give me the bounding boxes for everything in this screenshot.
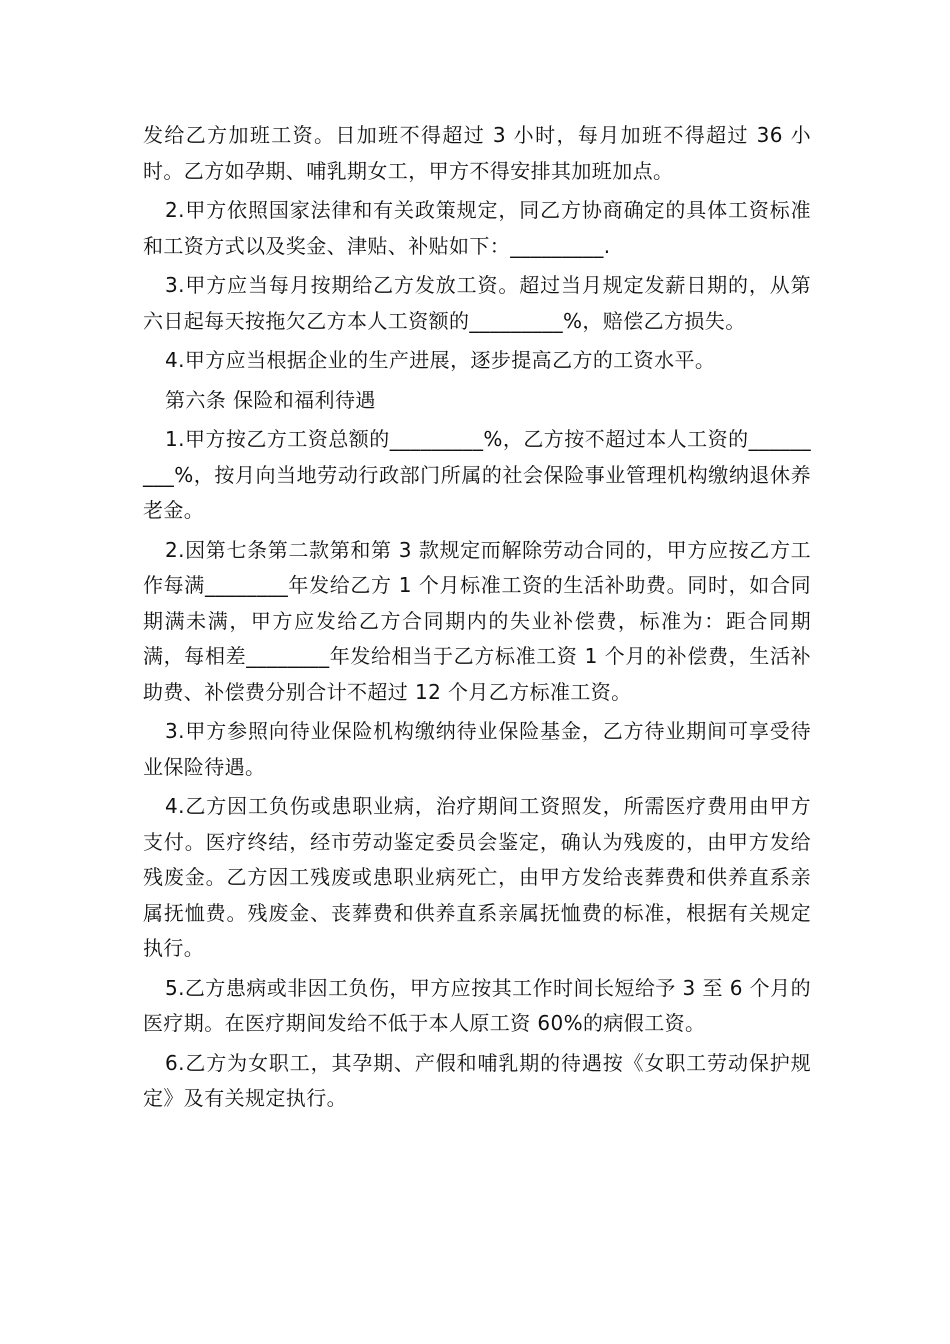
paragraph-unemployment-insurance: 3.甲方参照向待业保险机构缴纳待业保险基金，乙方待业期间可享受待业保险待遇。 (143, 719, 811, 779)
paragraph-overtime-pay: 发给乙方加班工资。日加班不得超过 3 小时，每月加班不得超过 36 小时。乙方如孕期、哺乳期女工，甲方不得安排其加班加点。 (143, 123, 811, 183)
document-body (143, 118, 811, 1121)
paragraph-pension: 1.甲方按乙方工资总额的_________%，乙方按不超过本人工资的_________%，按月向当地劳动行政部门所属的社会保险事业管理机构缴纳退休养老金。 (143, 427, 811, 522)
paragraph-wage-standard: 2.甲方依照国家法律和有关政策规定，同乙方协商确定的具体工资标准和工资方式以及奖金、津贴、补贴如下：_________. (143, 198, 811, 258)
paragraph-sick-leave: 5.乙方患病或非因工负伤，甲方应按其工作时间长短给予 3 至 6 个月的医疗期。在医疗期间发给不低于本人原工资 60%的病假工资。 (143, 975, 811, 1035)
paragraph-termination-subsidy: 2.因第七条第二款第和第 3 款规定而解除劳动合同的，甲方应按乙方工作每满________年发给乙方 1 个月标准工资的生活补助费。同时，如合同期满未满，甲方应发给乙方合同期内的失业补偿费，标准为：距合同期满，每相差________年发给相当于乙方标准工资 1 个月的补偿费，生活补助费、补偿费分别合计不超过 12 个月乙方标准工资。 (143, 537, 811, 704)
paragraph-female-workers: 6.乙方为女职工，其孕期、产假和哺乳期的待遇按《女职工劳动保护规定》及有关规定执行。 (143, 1050, 811, 1110)
paragraph-wage-increase: 4.甲方应当根据企业的生产进展，逐步提高乙方的工资水平。 (165, 348, 716, 372)
paragraph-monthly-payment: 3.甲方应当每月按期给乙方发放工资。超过当月规定发薪日期的，从第六日起每天按拖欠乙方本人工资额的_________%，赔偿乙方损失。 (143, 273, 811, 333)
paragraph-work-injury: 4.乙方因工负伤或患职业病，治疗期间工资照发，所需医疗费用由甲方支付。医疗终结，经市劳动鉴定委员会鉴定，确认为残废的，由甲方发给残废金。乙方因工残废或患职业病死亡，由甲方发给丧葬费和供养直系亲属抚恤费。残废金、丧葬费和供养直系亲属抚恤费的标准，根据有关规定执行。 (143, 794, 811, 960)
section-heading-article-six: 第六条 保险和福利待遇 (165, 387, 376, 412)
